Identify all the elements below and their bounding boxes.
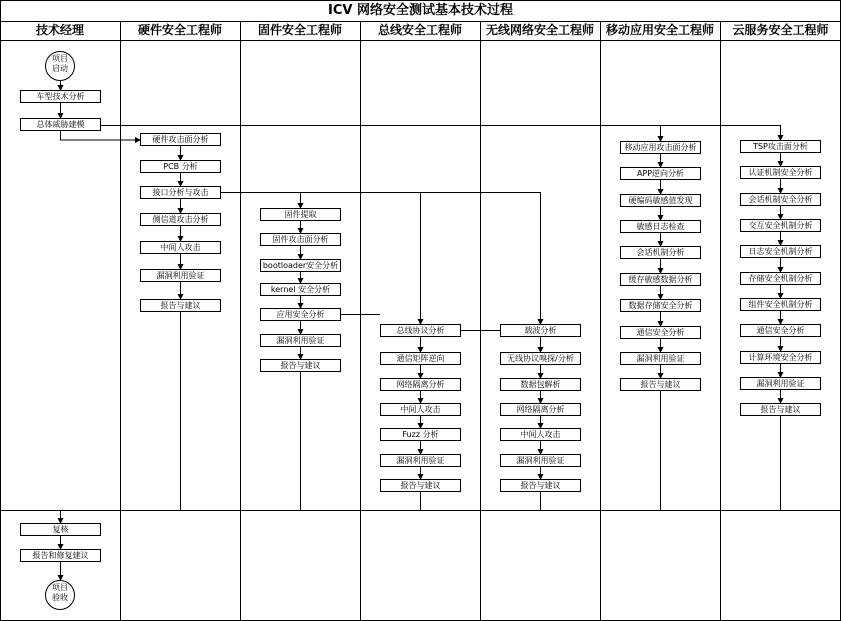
lane-header-hardware: 硬件安全工程师 xyxy=(137,23,222,37)
connector-to-firmware xyxy=(221,193,301,209)
start-node xyxy=(45,51,75,81)
lane-header-bus: 总线安全工程师 xyxy=(377,23,462,37)
mobile-step: 硬编码敏感值发现 xyxy=(620,194,701,207)
mobile-step: 会话机制分析 xyxy=(620,246,701,259)
cloud-step: 会话机制安全分析 xyxy=(740,193,821,206)
end-node xyxy=(45,580,75,610)
cloud-step: TSP攻击面分析 xyxy=(740,140,821,153)
mobile-step: 敏感日志检查 xyxy=(620,220,701,233)
cloud-step: 存储安全机制分析 xyxy=(740,272,821,285)
wireless-step: 数据包解析 xyxy=(500,378,581,391)
bus-step: 漏洞利用验证 xyxy=(380,454,461,467)
firmware-step: 固件攻击面分析 xyxy=(260,233,341,246)
manager-step-report-fix: 报告和修复建议 xyxy=(20,549,101,562)
hardware-step: 报告与建议 xyxy=(140,299,221,312)
hardware-step: 侧信道攻击分析 xyxy=(140,213,221,226)
mobile-step: APP逆向分析 xyxy=(620,167,701,180)
bus-step: Fuzz 分析 xyxy=(380,428,461,441)
lane-header-firmware: 固件安全工程师 xyxy=(257,23,342,37)
manager-step-vehicle-analysis: 车型技术分析 xyxy=(20,90,101,103)
lane-header-mobile: 移动应用安全工程师 xyxy=(605,23,714,37)
wireless-step: 无线协议嗅探/分析 xyxy=(500,352,581,365)
cloud-step: 通信安全分析 xyxy=(740,324,821,337)
lane-header-cloud: 云服务安全工程师 xyxy=(732,23,829,37)
cloud-step: 认证机制安全分析 xyxy=(740,166,821,179)
bus-step: 通信矩阵逆向 xyxy=(380,352,461,365)
mobile-step: 报告与建议 xyxy=(620,378,701,391)
hardware-step: 接口分析与攻击 xyxy=(140,186,221,199)
lane-header-manager: 技术经理 xyxy=(35,23,84,37)
mobile-step: 通信安全分析 xyxy=(620,326,701,339)
bus-step: 网络隔离分析 xyxy=(380,378,461,391)
wireless-step: 漏洞利用验证 xyxy=(500,454,581,467)
mobile-step: 缓存敏感数据分析 xyxy=(620,273,701,286)
diagram-title: ICV 网络安全测试基本技术过程 xyxy=(328,3,513,18)
hardware-step: 中间人攻击 xyxy=(140,241,221,254)
firmware-step: bootloader安全分析 xyxy=(260,259,341,272)
wireless-step: 网络隔离分析 xyxy=(500,403,581,416)
bus-step: 报告与建议 xyxy=(380,479,461,492)
cloud-step: 组件安全机制分析 xyxy=(740,298,821,311)
firmware-step: 漏洞利用验证 xyxy=(260,334,341,347)
cloud-step: 计算环境安全分析 xyxy=(740,351,821,364)
manager-step-review: 复核 xyxy=(20,523,101,536)
manager-step-threat-model: 总体威胁建模 xyxy=(20,118,101,131)
firmware-step: 应用安全分析 xyxy=(260,308,341,321)
hardware-step: 漏洞利用验证 xyxy=(140,269,221,282)
firmware-step: kernel 安全分析 xyxy=(260,283,341,296)
cloud-step: 交互安全机制分析 xyxy=(740,219,821,232)
cloud-step: 报告与建议 xyxy=(740,403,821,416)
wireless-step: 载波分析 xyxy=(500,324,581,337)
bus-step: 总线协议分析 xyxy=(380,324,461,337)
hardware-step: PCB 分析 xyxy=(140,160,221,173)
lane-header-wireless: 无线网络安全工程师 xyxy=(485,23,594,37)
end-label: 项目验收 xyxy=(52,583,68,602)
bus-step: 中间人攻击 xyxy=(380,403,461,416)
cloud-step: 漏洞利用验证 xyxy=(740,377,821,390)
wireless-step: 中间人攻击 xyxy=(500,428,581,441)
wireless-step: 报告与建议 xyxy=(500,479,581,492)
firmware-step: 报告与建议 xyxy=(260,359,341,372)
mobile-step: 漏洞利用验证 xyxy=(620,352,701,365)
start-label: 项目启动 xyxy=(52,54,68,73)
mobile-step: 数据存储安全分析 xyxy=(620,299,701,312)
connector-to-hardware xyxy=(61,131,141,140)
cloud-step: 日志安全机制分析 xyxy=(740,245,821,258)
hardware-step: 硬件攻击面分析 xyxy=(140,133,221,146)
mobile-step: 移动应用攻击面分析 xyxy=(620,141,701,154)
firmware-step: 固件提取 xyxy=(260,208,341,221)
review-connector xyxy=(61,511,781,524)
